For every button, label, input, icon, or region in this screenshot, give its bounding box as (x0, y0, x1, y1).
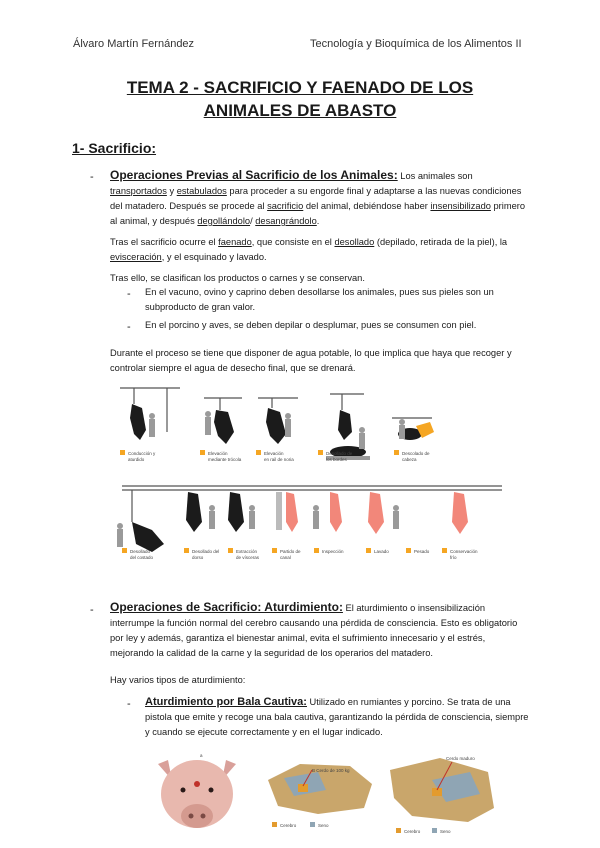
header-subject: Tecnología y Bioquímica de los Alimentos II (310, 38, 522, 50)
title-line-1: TEMA 2 - SACRIFICIO Y FAENADO DE LOS (126, 78, 474, 97)
captive-bolt-figure (150, 750, 500, 840)
ops-sacrificio-paragraph-2: Hay varios tipos de aturdimiento: (110, 675, 246, 685)
section-heading: 1- Sacrificio: (72, 140, 157, 156)
svg-text:Descolado de: Descolado de (402, 451, 430, 456)
text: para proceder a su engorde final y adaptarse a las nuevas condiciones del matadero. Después se procede al (110, 186, 522, 211)
text: El aturdimiento o insensibilización interrumpe la función normal del cerebro causando una pérdida de consciencia. Esto es obligatorio por ley y además, garantiza el bienestar animal, evita el sufrimiento innecesario y el estrés, mejorando la calidad de la carne y la seguridad de los operarios del matadero. (110, 603, 518, 658)
list-dash: - (127, 321, 131, 333)
svg-text:Partido de: Partido de (280, 549, 301, 554)
list-dash: - (127, 698, 131, 710)
term: insensibilizado (430, 201, 491, 211)
legend-seno: Seno (440, 829, 451, 834)
svg-text:Elevación: Elevación (264, 451, 284, 456)
ops-previas-block (110, 168, 530, 286)
figure-label-b: B Cerdo de 100 kg (312, 768, 350, 773)
svg-text:de vísceras: de vísceras (236, 555, 260, 560)
pig-skull-c-image (390, 756, 494, 822)
ops-previas-paragraph-3: Tras ello, se clasifican los productos o carnes y se conservan. (110, 273, 365, 283)
list-dash: - (90, 171, 94, 183)
figure-label-c: Cerdo maduro (446, 756, 475, 761)
pig-skull-b-image (268, 764, 372, 814)
term: degollándolo (197, 216, 251, 226)
ops-previas-paragraph-4: Durante el proceso se tiene que disponer de agua potable, lo que implica que haya que recoger y controlar siempre el agua de desecho final, que se drenará. (110, 348, 512, 373)
text: y (166, 186, 177, 196)
svg-text:cabeza: cabeza (402, 457, 417, 462)
svg-text:Desollado: Desollado (130, 549, 151, 554)
term: sacrificio (267, 201, 304, 211)
term: desollado (334, 237, 375, 247)
svg-text:Desollado de: Desollado de (326, 451, 353, 456)
svg-text:dorso: dorso (192, 555, 204, 560)
page-title (60, 76, 540, 122)
text: (depilado, retirada de la piel), la (374, 237, 508, 247)
ops-previas-heading: Operaciones Previas al Sacrificio de los Animales: (110, 168, 398, 182)
legend-cerebro: Cerebro (280, 823, 297, 828)
list-dash: - (127, 288, 131, 300)
text: . (316, 216, 320, 226)
text: primero al animal, y después (110, 201, 526, 226)
term: desangrándolo (255, 216, 317, 226)
svg-text:Lavado: Lavado (374, 549, 389, 554)
svg-text:Inspección: Inspección (322, 549, 344, 554)
figure-label-a: a (200, 753, 203, 758)
title-line-2: ANIMALES DE ABASTO (203, 101, 397, 120)
bala-cautiva-heading: Aturdimiento por Bala Cautiva: (145, 696, 307, 708)
svg-text:aturdido: aturdido (128, 457, 145, 462)
text: Los animales son (397, 171, 473, 181)
bullet-1: En el vacuno, ovino y caprino deben desollarse los animales, pues sus pieles son un subproducto de gran valor. (145, 287, 494, 312)
ops-sacrificio-heading: Operaciones de Sacrificio: Aturdimiento: (110, 600, 343, 614)
pig-head-image (158, 760, 236, 828)
bullet-2: En el porcino y aves, se deben depilar o desplumar, pues se consumen con piel. (145, 320, 477, 330)
svg-text:canal: canal (280, 555, 291, 560)
svg-text:Conducción y: Conducción y (128, 451, 156, 456)
term: transportados (110, 186, 167, 196)
header-author: Álvaro Martín Fernández (73, 38, 195, 50)
text: del animal, debiéndose haber (303, 201, 431, 211)
ops-previas-paragraph-2 (110, 235, 530, 265)
ops-sacrificio-paragraph-1 (110, 600, 530, 661)
svg-text:Extracción: Extracción (236, 549, 258, 554)
term: estabulados (176, 186, 227, 196)
list-dash: - (90, 604, 94, 616)
text: Utilizado en rumiantes y porcino. Se trata de una pistola que emite y recoge una bala cautiva, garantizando la pérdida de consciencia, siempre y cuando se ejecute correctamente y en el lugar indicado. (145, 697, 529, 737)
text: Tras el sacrificio ocurre el (110, 237, 219, 247)
svg-text:Pesado: Pesado (414, 549, 430, 554)
ops-sacrificio-block (110, 600, 530, 688)
svg-text:mediante trócola: mediante trócola (208, 457, 242, 462)
legend-seno: Seno (318, 823, 329, 828)
svg-text:los bordes: los bordes (326, 457, 347, 462)
svg-text:Conservación: Conservación (450, 549, 478, 554)
text: , y el esquinado y lavado. (161, 252, 267, 262)
term: faenado (218, 237, 252, 247)
term: evisceración (110, 252, 162, 262)
ops-previas-paragraph-1 (110, 168, 530, 229)
svg-text:frío: frío (450, 555, 457, 560)
svg-text:en rail de noria: en rail de noria (264, 457, 294, 462)
bala-cautiva-block (145, 695, 530, 740)
text: , que consiste en el (251, 237, 335, 247)
svg-text:Elevación: Elevación (208, 451, 228, 456)
svg-text:Desollado del: Desollado del (192, 549, 220, 554)
legend-cerebro: Cerebro (404, 829, 421, 834)
text: / (250, 216, 256, 226)
svg-text:del costado: del costado (130, 555, 154, 560)
slaughter-line-figure (112, 382, 512, 572)
